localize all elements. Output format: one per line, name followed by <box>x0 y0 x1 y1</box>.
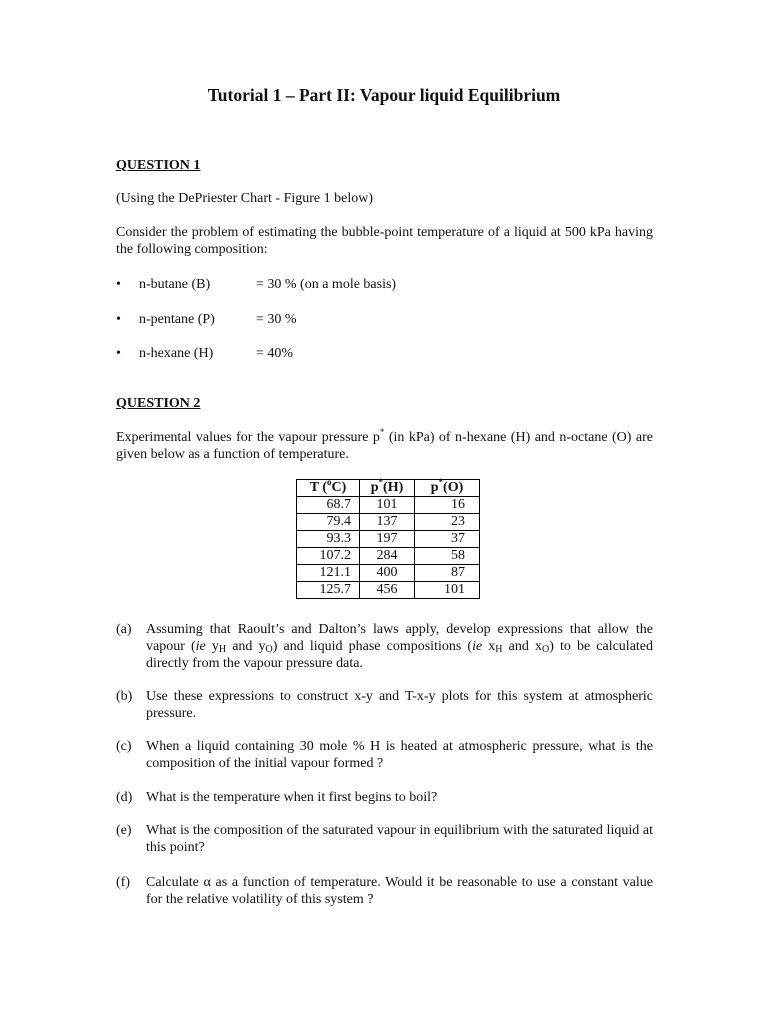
table-cell: 400 <box>360 565 415 582</box>
table-cell: 79.4 <box>297 514 360 531</box>
table-row <box>297 548 480 565</box>
question-1-note: (Using the DePriester Chart - Figure 1 below) <box>116 191 373 206</box>
page-title: Tutorial 1 – Part II: Vapour liquid Equilibrium <box>207 85 561 105</box>
question-1-intro: Consider the problem of estimating the bubble-point temperature of a liquid at 500 kPa having the following composition: <box>116 225 653 257</box>
table-row <box>297 565 480 582</box>
table-cell: 284 <box>360 548 415 565</box>
bullet-icon: • <box>116 312 121 327</box>
item-d-label: (d) <box>116 790 133 805</box>
component-name: n-pentane (P) <box>139 312 215 327</box>
bullet-icon: • <box>116 277 121 292</box>
table-cell: 125.7 <box>297 582 360 599</box>
component-value: = 30 % <box>256 312 297 327</box>
component-name: n-hexane (H) <box>139 346 214 361</box>
table-cell: 37 <box>415 531 480 548</box>
component-value: = 30 % (on a mole basis) <box>256 277 397 292</box>
column-header-pressure-octane: p*(O) <box>415 480 480 497</box>
question-2-heading: QUESTION 2 <box>116 396 201 411</box>
table-header-row <box>297 480 480 497</box>
table-cell: 58 <box>415 548 480 565</box>
column-header-pressure-hexane: p*(H) <box>360 480 415 497</box>
alpha-symbol: α <box>203 875 211 890</box>
table-row <box>297 514 480 531</box>
table-cell: 68.7 <box>297 497 360 514</box>
item-e-label: (e) <box>116 823 132 838</box>
table-cell: 87 <box>415 565 480 582</box>
item-f-label: (f) <box>116 875 130 890</box>
item-a-text: Assuming that Raoult’s and Dalton’s laws apply, develop expressions that allow the vapour (ie $y_H$ and $y_O$) and liquid phase compositions (ie $x_H$ and $x_O$) to be calculated directly from the vapour pressure data. <box>146 622 654 671</box>
table-row <box>297 497 480 514</box>
table-cell: 456 <box>360 582 415 599</box>
component-value: = 40% <box>256 346 294 361</box>
item-c-text: When a liquid containing 30 mole % H is heated at atmospheric pressure, what is the composition of the initial vapour formed ? <box>146 739 653 771</box>
bullet-icon: • <box>116 346 121 361</box>
table-cell: 121.1 <box>297 565 360 582</box>
column-header-temperature: T ($^o$C) <box>297 480 360 497</box>
item-b-text: Use these expressions to construct x-y and T-x-y plots for this system at atmospheric pressure. <box>146 689 653 721</box>
question-2-intro: Experimental values for the vapour pressure p* (in kPa) of n-hexane (H) and n-octane (O) are given below as a function of temperature. <box>116 427 653 462</box>
item-b-label: (b) <box>116 689 133 704</box>
table-row <box>297 531 480 548</box>
item-e-text: What is the composition of the saturated vapour in equilibrium with the saturated liquid at this point? <box>146 823 653 855</box>
table-cell: 23 <box>415 514 480 531</box>
table-cell: 101 <box>360 497 415 514</box>
table-cell: 101 <box>415 582 480 599</box>
table-cell: 93.3 <box>297 531 360 548</box>
component-name: n-butane (B) <box>139 277 211 292</box>
table-row <box>297 582 480 599</box>
vapour-pressure-table <box>296 479 480 599</box>
item-f-text: Calculate α as a function of temperature. Would it be reasonable to use a constant value for the relative volatility of this system ? <box>146 875 653 907</box>
item-a-label: (a) <box>116 622 132 637</box>
question-1-heading: QUESTION 1 <box>116 158 201 173</box>
table-cell: 137 <box>360 514 415 531</box>
table-cell: 107.2 <box>297 548 360 565</box>
table-cell: 197 <box>360 531 415 548</box>
item-c-label: (c) <box>116 739 132 754</box>
item-d-text: What is the temperature when it first begins to boil? <box>146 790 438 805</box>
table-cell: 16 <box>415 497 480 514</box>
